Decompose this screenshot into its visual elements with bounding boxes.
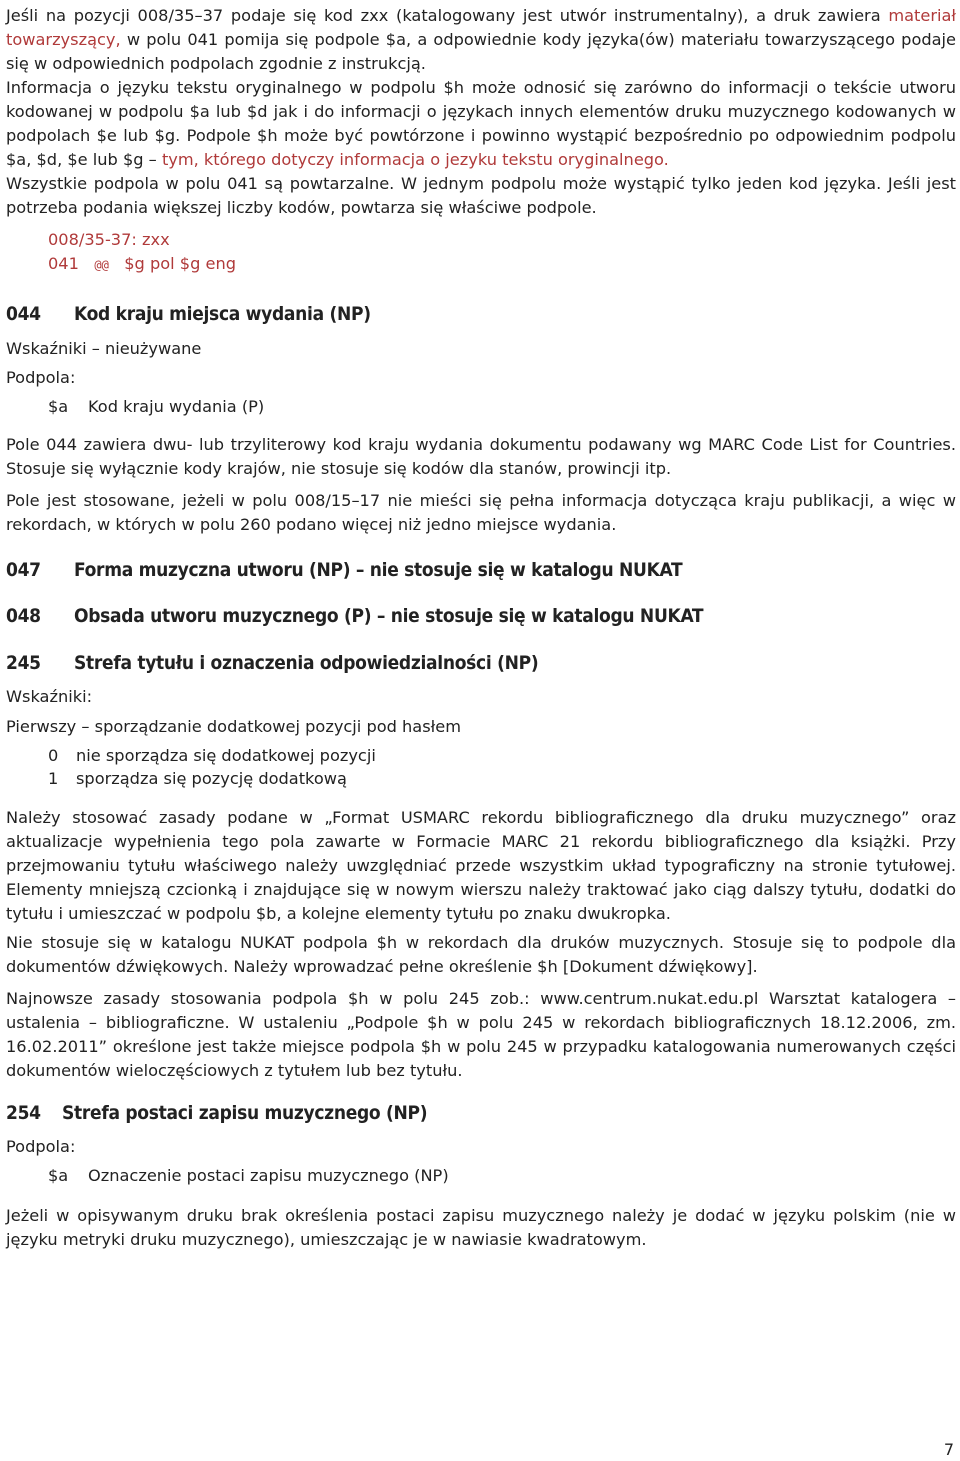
paragraph-044-2: Pole jest stosowane, jeżeli w polu 008/15–17 nie mieści się pełna informacja dotycząca kraju publikacji, a więc w rekordach, w których w polu 260 podano więcej niż jedno miejsce wydania. [6, 491, 956, 534]
subfields-label-254: Podpola: [6, 1137, 76, 1156]
section-heading-048: 048 Obsada utworu muzycznego (P) – nie stosuje się w katalogu NUKAT [6, 605, 704, 627]
section-heading-245: 245 Strefa tytułu i oznaczenia odpowiedzialności (NP) [6, 652, 539, 674]
page-number: 7 [943, 1440, 954, 1459]
subfields-label-044: Podpola: [6, 368, 76, 387]
section-heading-047: 047 Forma muzyczna utworu (NP) – nie stosuje się w katalogu NUKAT [6, 559, 683, 581]
intro-paragraph-3: Wszystkie podpola w polu 041 są powtarzalne. W jednym podpolu może wystąpić tylko jeden kod języka. Jeśli jest potrzeba podania większej liczby kodów, powtarza się właściwe podpole. [6, 174, 956, 217]
indicator-value-0: 0 nie sporządza się dodatkowej pozycji [48, 746, 376, 765]
intro-paragraph-1: Jeśli na pozycji 008/35–37 podaje się kod zxx (katalogowany jest utwór instrumentalny), a druk zawiera materiał towarzyszący, w polu 041 pomija się podpole $a, a odpowiednie kody języka(ów) materiału towarzyszącego podaje się w odpowiednich podpolach zgodnie z instrukcją. [6, 6, 956, 73]
indicators-044: Wskaźniki – nieużywane [6, 339, 202, 358]
indicators-label-245: Wskaźniki: [6, 687, 93, 706]
highlight-original-language: tym, którego dotyczy informacja o jezyku tekstu oryginalnego. [161, 150, 669, 169]
first-indicator-245: Pierwszy – sporządzanie dodatkowej pozycji pod hasłem [6, 717, 461, 736]
indicator-value-1: 1 sporządza się pozycję dodatkową [48, 769, 347, 788]
paragraph-245-2: Nie stosuje się w katalogu NUKAT podpola $h w rekordach dla druków muzycznych. Stosuje się to podpole dla dokumentów dźwiękowych. Należy wprowadzać pełne określenie $h [Dokument dźwiękowy]. [6, 933, 956, 976]
highlight-accompanying-material: materiał towarzyszący, [6, 6, 956, 49]
paragraph-245-3: Najnowsze zasady stosowania podpola $h w polu 245 zob.: www.centrum.nukat.edu.pl Warsztat katalogera – ustalenia – bibliograficzne. W ustaleniu „Podpole $h w polu 245 w rekordach bibliograficznych 18.12.2006, zm. 16.02.2011” określone jest także miejsce podpola $h w polu 245 w przypadku katalogowania numerowanych części dokumentów wieloczęściowych z tytułem lub bez tytułu. [6, 989, 956, 1080]
subfield-a-254: $a Oznaczenie postaci zapisu muzycznego (NP) [48, 1166, 449, 1185]
paragraph-254-1: Jeżeli w opisywanym druku brak określenia postaci zapisu muzycznego należy je dodać w języku polskim (nie w języku metryki druku muzycznego), umieszczając je w nawiasie kwadratowym. [6, 1206, 956, 1249]
example-line-1: 008/35-37: zxx [48, 230, 170, 249]
example-line-2: 041 @@ $g pol $g eng [48, 254, 236, 273]
intro-paragraph-2: Informacja o języku tekstu oryginalnego w podpolu $h może odnosić się zarówno do informacji o tekście utworu kodowanej w podpolu $a lub $d jak i do informacji o językach innych elementów druku muzycznego kodowanych w podpolach $e lub $g. Podpole $h może być powtórzone i powinno wystąpić bezpośrednio po odpowiednim podpolu $a, $d, $e lub $g – tym, którego dotyczy informacja o jezyku tekstu oryginalnego. [6, 78, 956, 169]
paragraph-044-1: Pole 044 zawiera dwu- lub trzyliterowy kod kraju wydania dokumentu podawany wg MARC Code List for Countries. Stosuje się wyłącznie kody krajów, nie stosuje się kodów dla stanów, prowincji itp. [6, 435, 956, 478]
blank-indicators: @@ [94, 258, 109, 272]
section-heading-254: 254 Strefa postaci zapisu muzycznego (NP) [6, 1102, 428, 1124]
subfield-a-044: $a Kod kraju wydania (P) [48, 397, 265, 416]
paragraph-245-1: Należy stosować zasady podane w „Format USMARC rekordu bibliograficznego dla druku muzycznego” oraz aktualizacje wypełnienia tego pola zawarte w Formacie MARC 21 rekordu bibliograficznego dla książki. Przy przejmowaniu tytułu właściwego należy uwzględniać przede wszystkim układ typograficzny na stronie tytułowej. Elementy mniejszą czcionką i znajdujące się w nowym wierszu należy traktować jako ciąg dalszy tytułu, dodatki do tytułu i umieszczać w podpolu $b, a kolejne elementy tytułu po znaku dwukropka. [6, 808, 956, 923]
section-heading-044: 044 Kod kraju miejsca wydania (NP) [6, 303, 371, 325]
